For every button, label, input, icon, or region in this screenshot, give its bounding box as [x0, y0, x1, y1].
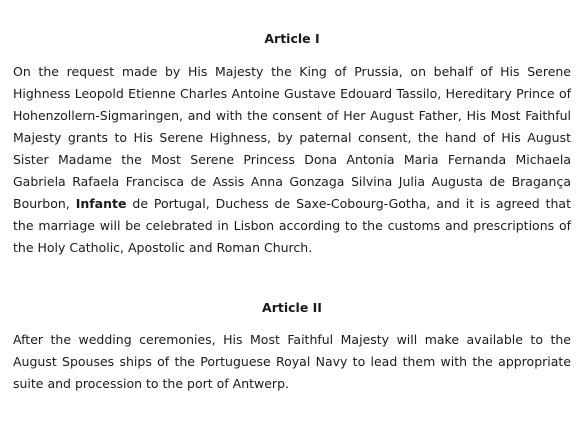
- article-1-heading: Article I: [264, 31, 320, 46]
- article-1-body: [13, 61, 571, 259]
- article-1-bold-word: Infante: [75, 196, 127, 211]
- article-1-text-part-2: de Portugal, Duchess de Saxe-Cobourg-Gotha, and it is agreed that the marriage will be celebrated in Lisbon according to the customs and prescriptions of the Holy Catholic, Apostolic and Roman Church.: [13, 196, 571, 255]
- article-2-body: After the wedding ceremonies, His Most Faithful Majesty will make available to the August Spouses ships of the Portuguese Royal Navy to lead them with the appropriate suite and procession to the port of Antwerp.: [13, 332, 571, 391]
- article-2-heading: Article II: [262, 300, 322, 315]
- article-1-text-part-1: On the request made by His Majesty the King of Prussia, on behalf of His Serene Highness Leopold Etienne Charles Antoine Gustave Edouard Tassilo, Hereditary Prince of Hohenzollern-Sigmaringen, and with the consent of Her August Father, His Most Faithful Majesty grants to His Serene Highness, by paternal consent, the hand of His August Sister Madame the Most Serene Princess Dona Antonia Maria Fernanda Michaela Gabriela Rafaela Francisca de Assis Anna Gonzaga Silvina Julia Augusta de Bragança Bourbon,: [13, 64, 571, 211]
